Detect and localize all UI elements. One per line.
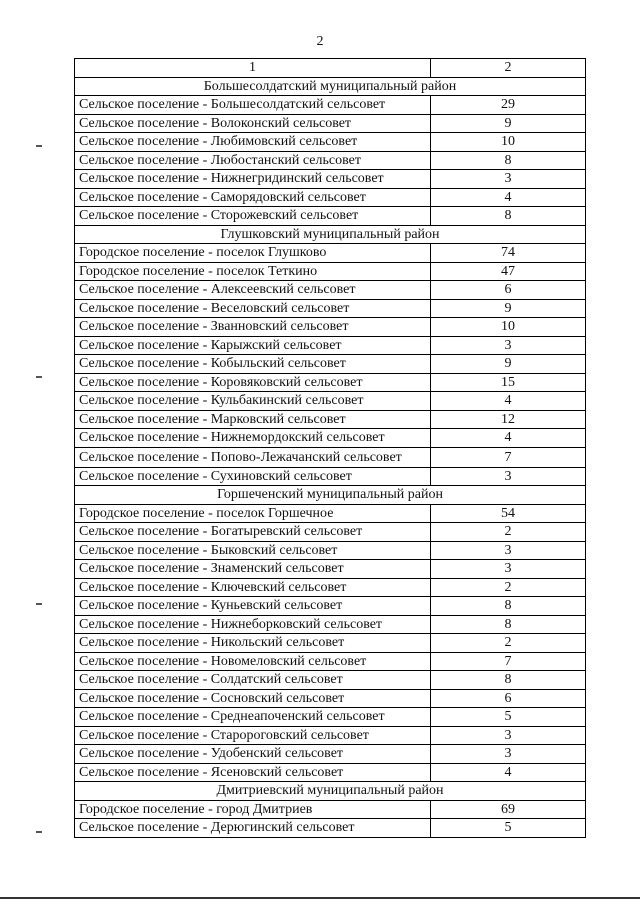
settlement-value-cell: 3 — [431, 560, 586, 579]
table-row — [75, 207, 586, 226]
settlement-value-cell: 7 — [431, 652, 586, 671]
settlement-value-cell: 4 — [431, 429, 586, 448]
settlement-value-cell: 5 — [431, 819, 586, 838]
settlement-value-cell: 3 — [431, 336, 586, 355]
settlement-value-cell: 3 — [431, 467, 586, 486]
table-row — [75, 652, 586, 671]
settlement-name-cell: Сельское поселение - Любимовский сельсовет — [75, 133, 431, 152]
settlement-name-cell: Сельское поселение - Кобыльский сельсовет — [75, 355, 431, 374]
settlement-value-cell: 6 — [431, 689, 586, 708]
district-title: Горшеченский муниципальный район — [75, 486, 586, 505]
settlement-name-cell: Сельское поселение - Знаменский сельсовет — [75, 560, 431, 579]
table-row — [75, 96, 586, 115]
settlement-name-cell: Сельское поселение - Богатыревский сельсовет — [75, 523, 431, 542]
table-row — [75, 262, 586, 281]
settlement-value-cell: 8 — [431, 615, 586, 634]
settlement-value-cell: 3 — [431, 745, 586, 764]
district-header-row — [75, 782, 586, 801]
district-title: Большесолдатский муниципальный район — [75, 77, 586, 96]
settlement-value-cell: 8 — [431, 671, 586, 690]
table-row — [75, 597, 586, 616]
settlement-name-cell: Сельское поселение - Нижнемордокский сельсовет — [75, 429, 431, 448]
settlement-value-cell: 74 — [431, 244, 586, 263]
settlement-value-cell: 10 — [431, 318, 586, 337]
table-row — [75, 281, 586, 300]
table-row — [75, 615, 586, 634]
district-header-row — [75, 77, 586, 96]
table-row — [75, 467, 586, 486]
settlement-name-cell: Сельское поселение - Нижнеборковский сельсовет — [75, 615, 431, 634]
settlement-name-cell: Сельское поселение - Любостанский сельсовет — [75, 151, 431, 170]
column-header-1: 1 — [75, 59, 431, 78]
settlement-name-cell: Сельское поселение - Дерюгинский сельсовет — [75, 819, 431, 838]
table-header-row — [75, 59, 586, 78]
column-header-2: 2 — [431, 59, 586, 78]
settlement-name-cell: Сельское поселение - Алексеевский сельсовет — [75, 281, 431, 300]
table-row — [75, 244, 586, 263]
table-row — [75, 410, 586, 429]
table-row — [75, 373, 586, 392]
settlement-name-cell: Сельское поселение - Ясеновский сельсовет — [75, 763, 431, 782]
table-row — [75, 671, 586, 690]
settlement-value-cell: 2 — [431, 578, 586, 597]
table-row — [75, 708, 586, 727]
table-row — [75, 114, 586, 133]
settlement-value-cell: 9 — [431, 299, 586, 318]
settlement-name-cell: Сельское поселение - Солдатский сельсовет — [75, 671, 431, 690]
settlement-value-cell: 47 — [431, 262, 586, 281]
settlement-name-cell: Городское поселение - поселок Глушково — [75, 244, 431, 263]
settlement-name-cell: Сельское поселение - Саморядовский сельсовет — [75, 188, 431, 207]
margin-mark — [36, 145, 42, 147]
settlement-name-cell: Сельское поселение - Ключевский сельсовет — [75, 578, 431, 597]
settlement-value-cell: 8 — [431, 151, 586, 170]
settlement-value-cell: 3 — [431, 541, 586, 560]
settlement-name-cell: Сельское поселение - Куньевский сельсовет — [75, 597, 431, 616]
settlement-name-cell: Сельское поселение - Среднеапоченский сельсовет — [75, 708, 431, 727]
settlement-value-cell: 15 — [431, 373, 586, 392]
table-row — [75, 634, 586, 653]
settlement-name-cell: Сельское поселение - Марковский сельсовет — [75, 410, 431, 429]
district-header-row — [75, 225, 586, 244]
settlement-name-cell: Сельское поселение - Веселовский сельсовет — [75, 299, 431, 318]
settlement-value-cell: 10 — [431, 133, 586, 152]
margin-mark — [36, 831, 42, 833]
settlement-name-cell: Сельское поселение - Попово-Лежачанский сельсовет — [75, 447, 431, 467]
settlement-name-cell: Сельское поселение - Сосновский сельсовет — [75, 689, 431, 708]
settlement-name-cell: Сельское поселение - Коровяковский сельсовет — [75, 373, 431, 392]
settlement-name-cell: Сельское поселение - Карыжский сельсовет — [75, 336, 431, 355]
table-row — [75, 800, 586, 819]
settlement-name-cell: Сельское поселение - Сухиновский сельсовет — [75, 467, 431, 486]
district-header-row — [75, 486, 586, 505]
settlement-name-cell: Городское поселение - поселок Теткино — [75, 262, 431, 281]
table-row — [75, 504, 586, 523]
settlement-value-cell: 12 — [431, 410, 586, 429]
settlement-value-cell: 2 — [431, 523, 586, 542]
settlement-value-cell: 69 — [431, 800, 586, 819]
settlement-name-cell: Сельское поселение - Быковский сельсовет — [75, 541, 431, 560]
settlement-value-cell: 3 — [431, 726, 586, 745]
margin-mark — [36, 376, 42, 378]
settlement-value-cell: 54 — [431, 504, 586, 523]
settlement-name-cell: Сельское поселение - Званновский сельсовет — [75, 318, 431, 337]
table-row — [75, 745, 586, 764]
settlement-name-cell: Сельское поселение - Нижнегридинский сельсовет — [75, 170, 431, 189]
settlement-value-cell: 8 — [431, 597, 586, 616]
settlement-value-cell: 8 — [431, 207, 586, 226]
table-row — [75, 133, 586, 152]
settlement-name-cell: Сельское поселение - Новомеловский сельсовет — [75, 652, 431, 671]
settlement-value-cell: 9 — [431, 114, 586, 133]
table-row — [75, 318, 586, 337]
table-row — [75, 726, 586, 745]
settlement-value-cell: 9 — [431, 355, 586, 374]
table-row — [75, 151, 586, 170]
table-row — [75, 447, 586, 467]
settlement-value-cell: 4 — [431, 763, 586, 782]
district-title: Глушковский муниципальный район — [75, 225, 586, 244]
margin-mark — [36, 603, 42, 605]
settlement-value-cell: 4 — [431, 188, 586, 207]
settlements-table-body — [75, 59, 586, 838]
settlement-value-cell: 3 — [431, 170, 586, 189]
table-row — [75, 541, 586, 560]
settlement-value-cell: 6 — [431, 281, 586, 300]
table-row — [75, 392, 586, 411]
settlement-value-cell: 4 — [431, 392, 586, 411]
page-number: 2 — [316, 34, 324, 49]
settlement-name-cell: Городское поселение - поселок Горшечное — [75, 504, 431, 523]
scan-edge-line — [0, 897, 640, 899]
settlement-name-cell: Сельское поселение - Никольский сельсовет — [75, 634, 431, 653]
table-row — [75, 188, 586, 207]
table-row — [75, 355, 586, 374]
settlement-value-cell: 2 — [431, 634, 586, 653]
settlement-value-cell: 5 — [431, 708, 586, 727]
settlement-value-cell: 29 — [431, 96, 586, 115]
settlement-value-cell: 7 — [431, 447, 586, 467]
table-row — [75, 299, 586, 318]
table-row — [75, 560, 586, 579]
table-row — [75, 429, 586, 448]
table-row — [75, 689, 586, 708]
settlement-name-cell: Сельское поселение - Большесолдатский сельсовет — [75, 96, 431, 115]
settlement-name-cell: Сельское поселение - Кульбакинский сельсовет — [75, 392, 431, 411]
table-row — [75, 763, 586, 782]
settlement-name-cell: Городское поселение - город Дмитриев — [75, 800, 431, 819]
settlements-table — [74, 58, 586, 838]
table-row — [75, 336, 586, 355]
district-title: Дмитриевский муниципальный район — [75, 782, 586, 801]
table-row — [75, 170, 586, 189]
settlement-name-cell: Сельское поселение - Удобенский сельсовет — [75, 745, 431, 764]
table-row — [75, 578, 586, 597]
settlement-name-cell: Сельское поселение - Старороговский сельсовет — [75, 726, 431, 745]
settlement-name-cell: Сельское поселение - Волоконский сельсовет — [75, 114, 431, 133]
settlement-name-cell: Сельское поселение - Сторожевский сельсовет — [75, 207, 431, 226]
table-row — [75, 523, 586, 542]
table-row — [75, 819, 586, 838]
